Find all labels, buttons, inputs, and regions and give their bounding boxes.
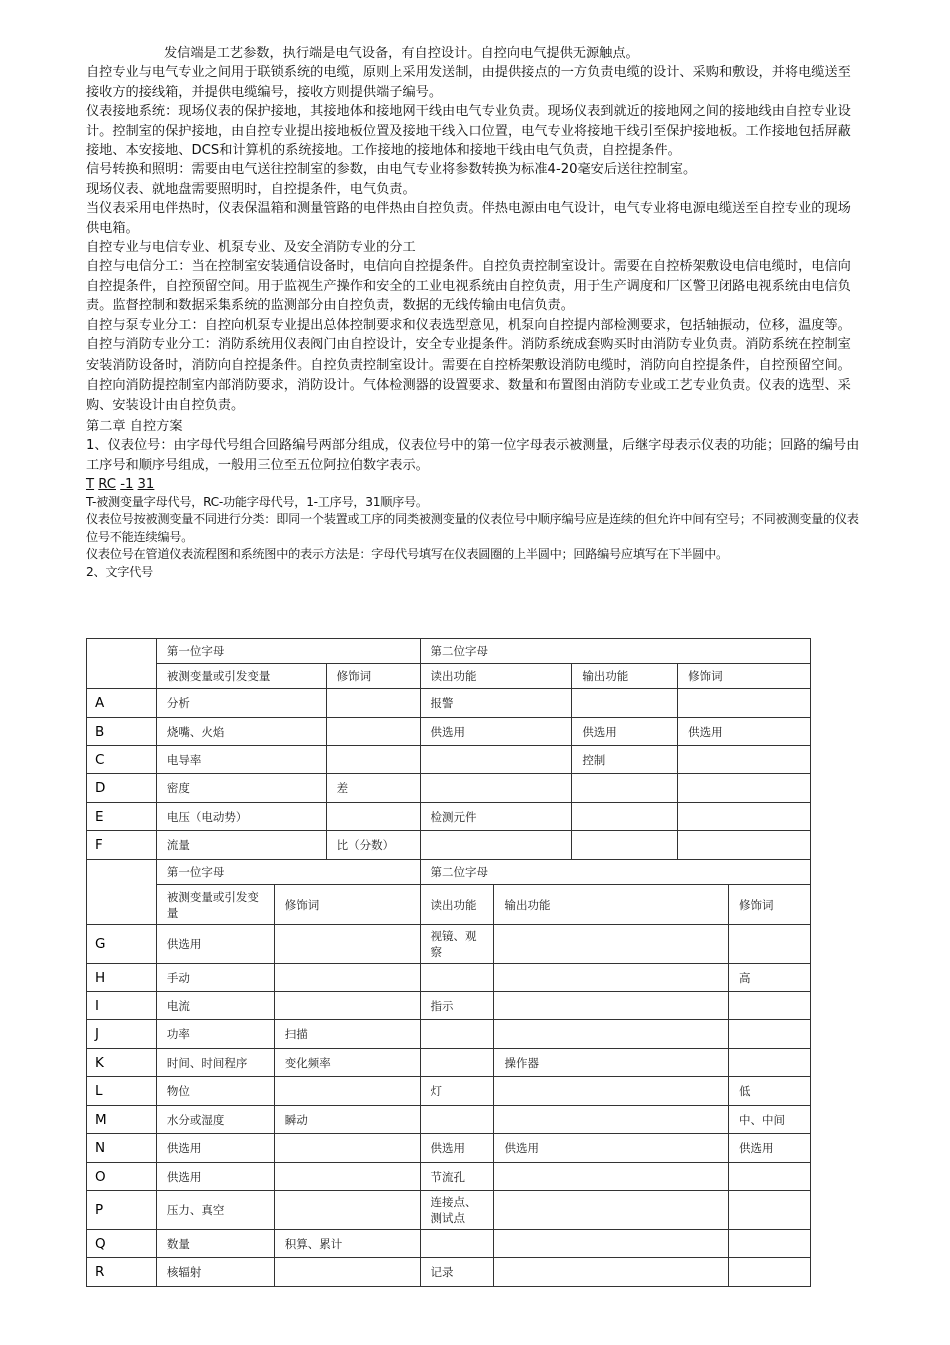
table-cell: 供选用 xyxy=(678,718,811,746)
row-letter: M xyxy=(87,1106,157,1134)
table-cell: 节流孔 xyxy=(420,1163,494,1191)
paragraph: 仪表位号在管道仪表流程图和系统图中的表示方法是：字母代号填写在仪表圆圈的上半圆中；回路编号应填写在下半圆中。 xyxy=(86,547,728,562)
table-cell: 供选用 xyxy=(494,1134,729,1163)
corner-cell xyxy=(87,639,157,689)
table-cell: 压力、真空 xyxy=(156,1191,274,1230)
table-cell xyxy=(274,964,420,992)
table-cell xyxy=(729,1163,811,1191)
table-cell: 供选用 xyxy=(572,718,678,746)
table-cell: 供选用 xyxy=(729,1134,811,1163)
column-header: 读出功能 xyxy=(420,664,572,689)
paragraph: 当仪表采用电伴热时，仪表保温箱和测量管路的电伴热由自控负责。伴热电源由电气设计，电气专业将电源电缆送至自控专业的现场供电箱。 xyxy=(86,201,851,236)
table-cell xyxy=(494,1191,729,1230)
group-header-second: 第二位字母 xyxy=(420,639,810,664)
section-heading: 自控专业与电信专业、机泵专业、及安全消防专业的分工 xyxy=(86,240,416,256)
table-cell: 分析 xyxy=(156,689,326,718)
table-cell xyxy=(729,1230,811,1258)
letter-code-table-1 xyxy=(86,638,811,860)
row-letter: K xyxy=(87,1049,157,1077)
table-row xyxy=(87,964,811,992)
table-cell xyxy=(420,774,572,803)
table-cell xyxy=(494,925,729,964)
table-cell xyxy=(729,1191,811,1230)
row-letter: C xyxy=(87,746,157,774)
table-cell: 密度 xyxy=(156,774,326,803)
table-cell: 中、中间 xyxy=(729,1106,811,1134)
table-cell: 功率 xyxy=(156,1020,274,1049)
tag-letter-t: T xyxy=(86,476,95,492)
table-cell xyxy=(420,831,572,860)
column-header: 被测变量或引发变量 xyxy=(156,664,326,689)
document-body xyxy=(86,44,862,581)
table-cell: 供选用 xyxy=(156,1163,274,1191)
table-cell: 报警 xyxy=(420,689,572,718)
row-letter: L xyxy=(87,1077,157,1106)
table-row xyxy=(87,925,811,964)
table-cell xyxy=(420,746,572,774)
table-cell xyxy=(420,1020,494,1049)
group-header-second: 第二位字母 xyxy=(420,860,810,885)
paragraph: 自控与泵专业分工：自控向机泵专业提出总体控制要求和仪表选型意见，机泵向自控提内部检测要求，包括轴振动，位移，温度等。 xyxy=(86,317,851,333)
row-letter: R xyxy=(87,1258,157,1287)
column-header: 输出功能 xyxy=(494,885,729,925)
chapter-heading: 第二章 自控方案 xyxy=(86,418,183,434)
table-cell xyxy=(678,746,811,774)
paragraph: 现场仪表、就地盘需要照明时，自控提条件，电气负责。 xyxy=(86,181,416,197)
column-header: 修饰词 xyxy=(274,885,420,925)
table-cell xyxy=(326,746,420,774)
table-cell xyxy=(420,1049,494,1077)
table-cell: 记录 xyxy=(420,1258,494,1287)
table-cell xyxy=(494,1106,729,1134)
row-letter: H xyxy=(87,964,157,992)
table-cell: 水分或湿度 xyxy=(156,1106,274,1134)
table-cell: 扫描 xyxy=(274,1020,420,1049)
table-cell xyxy=(274,992,420,1020)
table-cell: 差 xyxy=(326,774,420,803)
table-cell xyxy=(420,964,494,992)
letter-code-table-2 xyxy=(86,859,811,1287)
paragraph: T-被测变量字母代号，RC-功能字母代号，1-工序号，31顺序号。 xyxy=(86,494,428,509)
table-cell: 高 xyxy=(729,964,811,992)
table-cell: 低 xyxy=(729,1077,811,1106)
table-cell: 灯 xyxy=(420,1077,494,1106)
column-header: 输出功能 xyxy=(572,664,678,689)
table-cell: 操作器 xyxy=(494,1049,729,1077)
row-letter: J xyxy=(87,1020,157,1049)
table-cell: 时间、时间程序 xyxy=(156,1049,274,1077)
row-letter: N xyxy=(87,1134,157,1163)
table-cell: 手动 xyxy=(156,964,274,992)
table-cell: 供选用 xyxy=(156,1134,274,1163)
paragraph: 仪表位号按被测变量不同进行分类：即同一个装置或工序的同类被测变量的仪表位号中顺序编号应是连续的但允许中间有空号；不同被测变量的仪表位号不能连续编号。 xyxy=(86,512,859,544)
table-row xyxy=(87,1077,811,1106)
table-cell: 供选用 xyxy=(420,1134,494,1163)
row-letter: Q xyxy=(87,1230,157,1258)
row-letter: I xyxy=(87,992,157,1020)
tag-process-no: -1 xyxy=(120,476,134,492)
table-cell xyxy=(494,1163,729,1191)
table-row xyxy=(87,1191,811,1230)
table-cell: 控制 xyxy=(572,746,678,774)
table-row xyxy=(87,1134,811,1163)
table-cell xyxy=(494,992,729,1020)
tag-letters-rc: RC xyxy=(98,476,116,492)
table-cell xyxy=(274,925,420,964)
column-header: 修饰词 xyxy=(678,664,811,689)
table-row xyxy=(87,1020,811,1049)
column-header: 修饰词 xyxy=(729,885,811,925)
table-cell: 积算、累计 xyxy=(274,1230,420,1258)
table-cell xyxy=(729,992,811,1020)
table-cell: 供选用 xyxy=(156,925,274,964)
table-cell xyxy=(274,1134,420,1163)
table-cell xyxy=(494,1230,729,1258)
table-cell xyxy=(420,1230,494,1258)
table-cell xyxy=(326,803,420,831)
table-cell xyxy=(729,1020,811,1049)
table-cell xyxy=(678,774,811,803)
tag-sequence-no: 31 xyxy=(137,476,155,492)
table-cell xyxy=(274,1077,420,1106)
table-cell xyxy=(326,718,420,746)
table-cell xyxy=(494,1077,729,1106)
row-letter: D xyxy=(87,774,157,803)
table-row xyxy=(87,718,811,746)
table-row xyxy=(87,992,811,1020)
paragraph: 自控与消防专业分工：消防系统用仪表阀门由自控设计，安全专业提条件。消防系统成套购买时由消防专业负责。消防系统在控制室安装消防设备时，消防向自控提条件。自控负责控制室设计。需要在自控桥架敷设消防电缆时，消防向自控提条件，自控预留空间。自控向消防提控制室内部消防要求，消防设计。气体检测器的设置要求、数量和布置图由消防专业或工艺专业负责。仪表的选型、采购、安装设计由自控负责。 xyxy=(86,337,851,414)
table-cell: 电导率 xyxy=(156,746,326,774)
table-cell: 视镜、观察 xyxy=(420,925,494,964)
row-letter: P xyxy=(87,1191,157,1230)
table-cell xyxy=(420,1106,494,1134)
table-cell: 核辐射 xyxy=(156,1258,274,1287)
table-row xyxy=(87,1106,811,1134)
table-cell xyxy=(494,1258,729,1287)
paragraph: 仪表接地系统：现场仪表的保护接地，其接地体和接地网干线由电气专业负责。现场仪表到就近的接地网之间的接地线由自控专业设计。控制室的保护接地，由自控专业提出接地板位置及接地干线入口位置，电气专业将接地干线引至保护接地板。工作接地包括屏蔽接地、本安接地、DCS和计算机的系统接地。工作接地的接地体和接地干线由电气负责，自控提条件。 xyxy=(86,104,851,159)
column-header: 修饰词 xyxy=(326,664,420,689)
table-row xyxy=(87,1163,811,1191)
table-cell: 瞬动 xyxy=(274,1106,420,1134)
table-cell xyxy=(274,1258,420,1287)
table-cell: 流量 xyxy=(156,831,326,860)
table-row xyxy=(87,689,811,718)
table-cell: 比（分数） xyxy=(326,831,420,860)
table-cell: 指示 xyxy=(420,992,494,1020)
table-cell: 数量 xyxy=(156,1230,274,1258)
paragraph: 自控与电信分工：当在控制室安装通信设备时，电信向自控提条件。自控负责控制室设计。需要在自控桥架敷设电信电缆时，电信向自控提条件，自控预留空间。用于监视生产操作和安全的工业电视系统由自控负责，用于生产调度和厂区警卫闭路电视系统由电信负责。监督控制和数据采集系统的监测部分由自控负责，数据的无线传输由电信负责。 xyxy=(86,259,851,314)
table-cell: 电流 xyxy=(156,992,274,1020)
table-cell xyxy=(274,1163,420,1191)
row-letter: B xyxy=(87,718,157,746)
paragraph: 2、文字代号 xyxy=(86,564,153,579)
table-row xyxy=(87,831,811,860)
table-cell: 变化频率 xyxy=(274,1049,420,1077)
table-cell xyxy=(494,964,729,992)
table-cell: 电压（电动势） xyxy=(156,803,326,831)
paragraph: 1、仪表位号：由字母代号组合回路编号两部分组成，仪表位号中的第一位字母表示被测量，后继字母表示仪表的功能；回路的编号由工序号和顺序号组成，一般用三位至五位阿拉伯数字表示。 xyxy=(86,438,860,473)
table-cell xyxy=(729,925,811,964)
table-cell: 物位 xyxy=(156,1077,274,1106)
row-letter: O xyxy=(87,1163,157,1191)
table-cell xyxy=(678,689,811,718)
table-cell xyxy=(678,803,811,831)
table-row xyxy=(87,803,811,831)
table-row xyxy=(87,746,811,774)
paragraph: 发信端是工艺参数，执行端是电气设备，有自控设计。自控向电气提供无源触点。 xyxy=(164,46,639,61)
body-text xyxy=(86,44,862,475)
table-cell: 供选用 xyxy=(420,718,572,746)
corner-cell xyxy=(87,860,157,925)
table-cell xyxy=(572,689,678,718)
table-cell: 检测元件 xyxy=(420,803,572,831)
tag-notes xyxy=(86,494,862,582)
table-cell xyxy=(572,831,678,860)
paragraph: 自控专业与电气专业之间用于联锁系统的电缆，原则上采用发送制，由提供接点的一方负责电缆的设计、采购和敷设，并将电缆送至接收方的接线箱，并提供电缆编号，接收方则提供端子编号。 xyxy=(86,65,851,100)
row-letter: G xyxy=(87,925,157,964)
table-row xyxy=(87,1049,811,1077)
table-cell xyxy=(678,831,811,860)
table-row xyxy=(87,774,811,803)
table-row xyxy=(87,1230,811,1258)
table-cell xyxy=(729,1049,811,1077)
table-cell xyxy=(326,689,420,718)
table-cell: 连接点、测试点 xyxy=(420,1191,494,1230)
table-cell xyxy=(494,1020,729,1049)
group-header-first: 第一位字母 xyxy=(156,639,420,664)
table-cell xyxy=(572,803,678,831)
paragraph: 信号转换和照明：需要由电气送往控制室的参数，由电气专业将参数转换为标准4-20毫安后送往控制室。 xyxy=(86,162,697,178)
table-row xyxy=(87,1258,811,1287)
table-cell: 烧嘴、火焰 xyxy=(156,718,326,746)
tag-example xyxy=(86,475,862,494)
table-cell xyxy=(572,774,678,803)
column-header: 被测变量或引发变量 xyxy=(156,885,274,925)
row-letter: E xyxy=(87,803,157,831)
group-header-first: 第一位字母 xyxy=(156,860,420,885)
table-cell xyxy=(729,1258,811,1287)
row-letter: A xyxy=(87,689,157,718)
row-letter: F xyxy=(87,831,157,860)
column-header: 读出功能 xyxy=(420,885,494,925)
table-cell xyxy=(274,1191,420,1230)
